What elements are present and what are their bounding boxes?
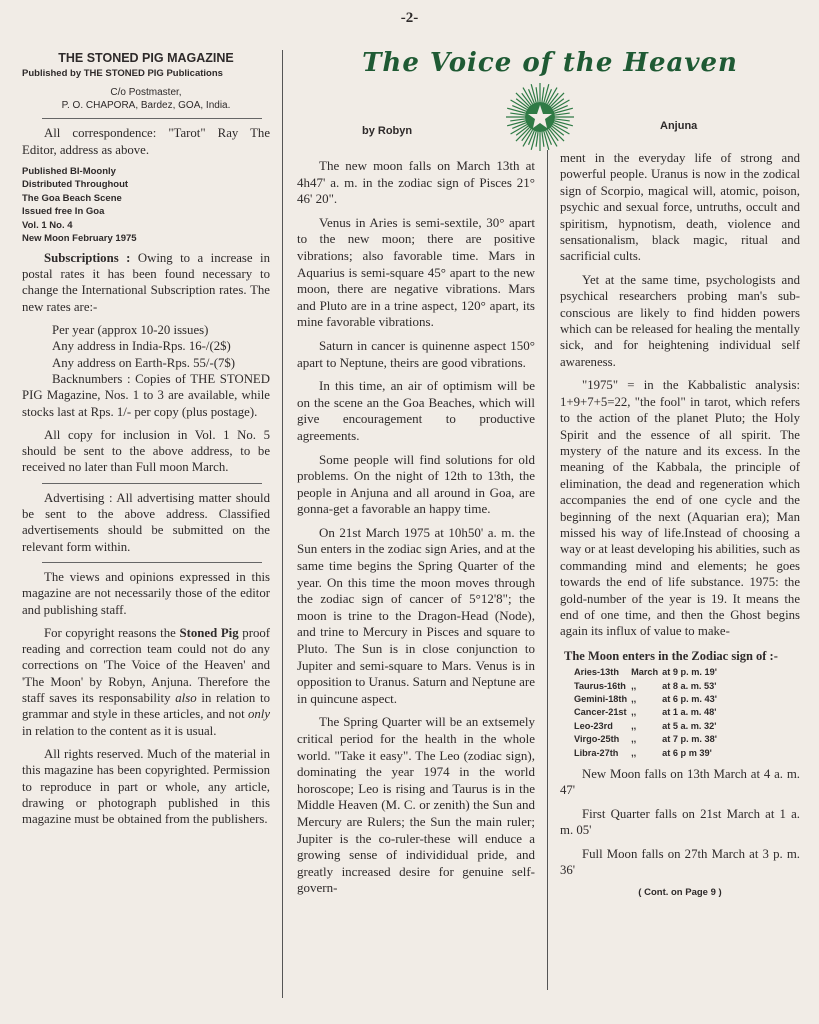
star-burst-icon	[505, 82, 575, 152]
article-location: Anjuna	[660, 120, 698, 132]
meta-line: New Moon February 1975	[22, 233, 137, 245]
star-ray	[554, 121, 572, 126]
copyright-text: in relation to the content as it is usual.	[22, 723, 217, 738]
sign-cell: Leo-23rd	[574, 720, 613, 731]
column-divider-right	[547, 150, 548, 990]
time-cell: at 1 a. m. 48'	[662, 707, 717, 718]
advertising-paragraph	[22, 490, 270, 555]
table-row	[574, 720, 721, 733]
meta-line: The Goa Beach Scene	[22, 192, 122, 204]
star-ray	[507, 108, 525, 113]
address-line-2: P. O. CHAPORA, Bardez, GOA, India.	[61, 100, 231, 112]
moon-phase-line: Full Moon falls on 27th March at 3 p. m. 36'	[560, 846, 800, 878]
star-ray	[555, 113, 570, 115]
article-author: by Robyn	[362, 125, 413, 137]
time-cell: at 5 a. m. 32'	[662, 720, 717, 731]
time-cell: at 7 p. m. 38'	[662, 734, 717, 745]
moon-phase-line: First Quarter falls on 21st March at 1 a. m. 05'	[560, 806, 800, 838]
moon-table-title: The Moon enters in the Zodiac sign of :-	[564, 648, 778, 663]
star-ray	[555, 119, 570, 121]
masthead-column	[22, 50, 270, 834]
star-ray	[536, 132, 538, 147]
backnumbers-notice: Backnumbers : Copies of THE STONED PIG Magazine, Nos. 1 to 3 are available, while stocks last at Rps. 1/- per copy (plus postage).	[22, 371, 270, 419]
views-disclaimer: The views and opinions expressed in this magazine are not necessarily those of the editor and publishing staff.	[22, 569, 270, 617]
article-headline: The Voice of the Heaven	[362, 48, 738, 78]
time-cell: at 9 p. m. 19'	[662, 667, 717, 678]
subscriptions-paragraph	[22, 250, 270, 315]
sign-cell: Gemini-18th	[574, 694, 628, 704]
copyright-bold: Stoned Pig	[179, 625, 239, 640]
correspondence-notice: All correspondence: "Tarot" Ray The Editor, address as above.	[22, 126, 270, 157]
month-cell: ,,	[631, 734, 637, 745]
meta-line: Vol. 1 No. 4	[22, 219, 73, 231]
divider	[42, 562, 262, 563]
copyright-italic: only	[247, 707, 271, 722]
copyright-italic: also	[175, 691, 197, 706]
sign-cell: Libra-27th	[574, 747, 619, 758]
table-row	[574, 666, 721, 679]
month-cell: ,,	[631, 694, 637, 704]
article-paragraph: Venus in Aries is semi-sextile, 30° apart to the new moon; there are positive vibrations; also favorable time. Mars in Aquarius is semi-square 45° apart to the new moon, there are negative vibrations. Mars and Pluto are in a trine aspect, 120° apart, its mine favorable vibrations.	[297, 214, 535, 330]
star-ray	[542, 87, 544, 102]
article-column-1	[297, 158, 535, 904]
article-paragraph: In this time, an air of optimism will be on the scene an the Goa Beaches, which will give encouragement to productive agreements.	[297, 378, 535, 443]
rate-line: Any address on Earth-Rps. 55/-(7$)	[52, 355, 236, 370]
meta-line: Distributed Throughout	[22, 179, 129, 191]
table-row	[574, 706, 721, 719]
publication-meta	[22, 165, 270, 246]
copy-deadline-notice: All copy for inclusion in Vol. 1 No. 5 should be sent to the above address, to be received no later than Full moon March.	[22, 427, 270, 475]
subscription-rates	[22, 322, 270, 371]
star-ray	[507, 121, 525, 126]
divider	[42, 118, 262, 119]
month-cell: ,,	[631, 707, 637, 718]
copyright-text: For copyright reasons the	[44, 625, 176, 640]
sign-cell: Cancer-21st	[574, 707, 627, 718]
rate-line: Per year (approx 10-20 issues)	[52, 323, 209, 338]
sign-cell: Aries-13th	[574, 667, 619, 678]
page-number: -2-	[400, 10, 419, 26]
subscriptions-text: Owing to a increase in postal rates it has been found necessary to change the International Subscription rates. The new rates are:-	[22, 250, 270, 314]
article-paragraph: "1975" = in the Kabbalistic analysis: 1+9+7+5=22, "the fool" in tarot, which refers to the action of the planet Pluto; the Holy Spirit and the essence of all spirit. The mystery of the nature and its excess. In the meaning of the Kabbala, the principle of elimination, the dead and regeneration which accompanies the end of one cycle and the beginning of the next (Aquarian era); Man missed his way of life.Instead of choosing a way or at least developing his abilities, such as commanding mind and elements; he goes towards the end of life substance. 1975: the gold-number of the year is 19. It means the end of one time, and then the Ghost begins again its influx of value to make-	[560, 378, 800, 639]
month-cell: ,,	[631, 747, 637, 758]
star-ray	[544, 131, 549, 149]
star-ray	[531, 84, 536, 102]
sign-cell: Taurus-16th	[574, 680, 626, 691]
address-line-1: C/o Postmaster,	[110, 87, 182, 99]
article-paragraph: The Spring Quarter will be an extsemely critical period for the health in the whole world. "Take it easy". The Leo (zodiac sign), dominating the year 1974 in the world horoscope; Leo is rising and Taurus is in the Middle Heaven (M. C. or zenith) the Sun and Mercury are Rulers; the Sun the main ruler; Jupiter is the co-ruler-these will enduce a growing sense of individidual pride, and greatly increased desire for genuine self-govern-	[297, 714, 535, 896]
moon-zodiac-table	[574, 666, 721, 760]
month-cell: March	[631, 667, 659, 678]
article-paragraph: Yet at the same time, psychologists and psychical researchers probing man's sub-conscious are likely to find hidden powers which can be released for healing the mentally sick, and for heightening individual self awareness.	[560, 272, 800, 369]
star-ray	[510, 119, 525, 121]
star-ray	[554, 108, 572, 113]
table-row	[574, 693, 721, 706]
article-paragraph: On 21st March 1975 at 10h50' a. m. the Sun enters in the zodiac sign Aries, and at the same time begins the Spring Quarter of the year. On this time the moon moves through the zodiac sign of cancer of 5°12'8"; the moon is trine to the Dragon-Head (Node), and trine to Mercury in Pisces and square to Pluto. The Sun is in close conjunction to Jupiter and semi-square to Mars. Venus is in opposition to Uranus. Saturn and Neptune are in quincune aspect.	[297, 524, 535, 706]
star-ray	[536, 87, 538, 102]
moon-phase-line: New Moon falls on 13th March at 4 a. m. 47'	[560, 767, 800, 798]
article-paragraph: Some people will find solutions for old problems. On the night of 12th to 13th, the people in Anjuna and all around in Goa, are gonna-get a favorable an happy time.	[297, 451, 535, 517]
subscriptions-label: Subscriptions :	[44, 250, 131, 265]
sign-cell: Virgo-25th	[574, 734, 620, 745]
article-paragraph: Saturn in cancer is quinenne aspect 150° apart to Neptune, theirs are good vibrations.	[297, 337, 535, 370]
advertising-text: All advertising matter should be sent to the above address. Classified advertisements should be submitted on the relevant form within.	[22, 490, 270, 554]
star-ray	[542, 132, 544, 147]
rights-paragraph: All rights reserved. Much of the material in this magazine has been copyrighted. Permission to reproduce in part or whole, any article, drawing or photograph published in this magazine must be obtained from the publishers.	[22, 746, 270, 827]
star-ray	[510, 113, 525, 115]
article-paragraph: The new moon falls on March 13th at 4h47' a. m. in the zodiac sign of Pisces 21° 46' 20".	[297, 158, 535, 207]
time-cell: at 8 a. m. 53'	[662, 680, 717, 691]
copyright-text: in relation to grammar and style in these articles, and not	[22, 691, 270, 722]
copyright-paragraph	[22, 625, 270, 739]
table-row	[574, 747, 721, 760]
meta-line: Published BI-Moonly	[22, 165, 116, 177]
table-row	[574, 733, 721, 746]
article-column-2	[560, 150, 800, 902]
table-row	[574, 680, 721, 693]
copyright-text: proof reading and correction team could not do any corrections on 'The Voice of the Heaven' and 'The Moon' by Robyn, Anjuna. Therefore the staff saves its responsability	[22, 625, 271, 706]
time-cell: at 6 p m 39'	[662, 747, 712, 758]
time-cell: at 6 p. m. 43'	[662, 694, 717, 704]
magazine-title: THE STONED PIG MAGAZINE	[58, 51, 234, 65]
month-cell: ,,	[631, 720, 637, 731]
month-cell: ,,	[631, 680, 637, 691]
star-ray	[531, 131, 536, 149]
rate-line: Any address in India-Rps. 16-/(2$)	[52, 339, 231, 354]
meta-line: Issued free In Goa	[22, 206, 105, 218]
column-divider-left	[282, 50, 283, 998]
continued-note: ( Cont. on Page 9 )	[638, 887, 722, 899]
article-paragraph: ment in the everyday life of strong and powerful people. Uranus is now in the zodical sign of Scorpio, magical will, atomic, poison, psychic and sexual force, untruths, occult and spiritism, hypnotism, death, violence and sensationalism, black magic, ritual and sacrificial cults.	[560, 151, 800, 264]
star-ray	[544, 84, 549, 102]
publisher-line: Published by THE STONED PIG Publications	[22, 68, 223, 80]
divider	[42, 483, 262, 484]
advertising-label: Advertising :	[44, 490, 113, 505]
